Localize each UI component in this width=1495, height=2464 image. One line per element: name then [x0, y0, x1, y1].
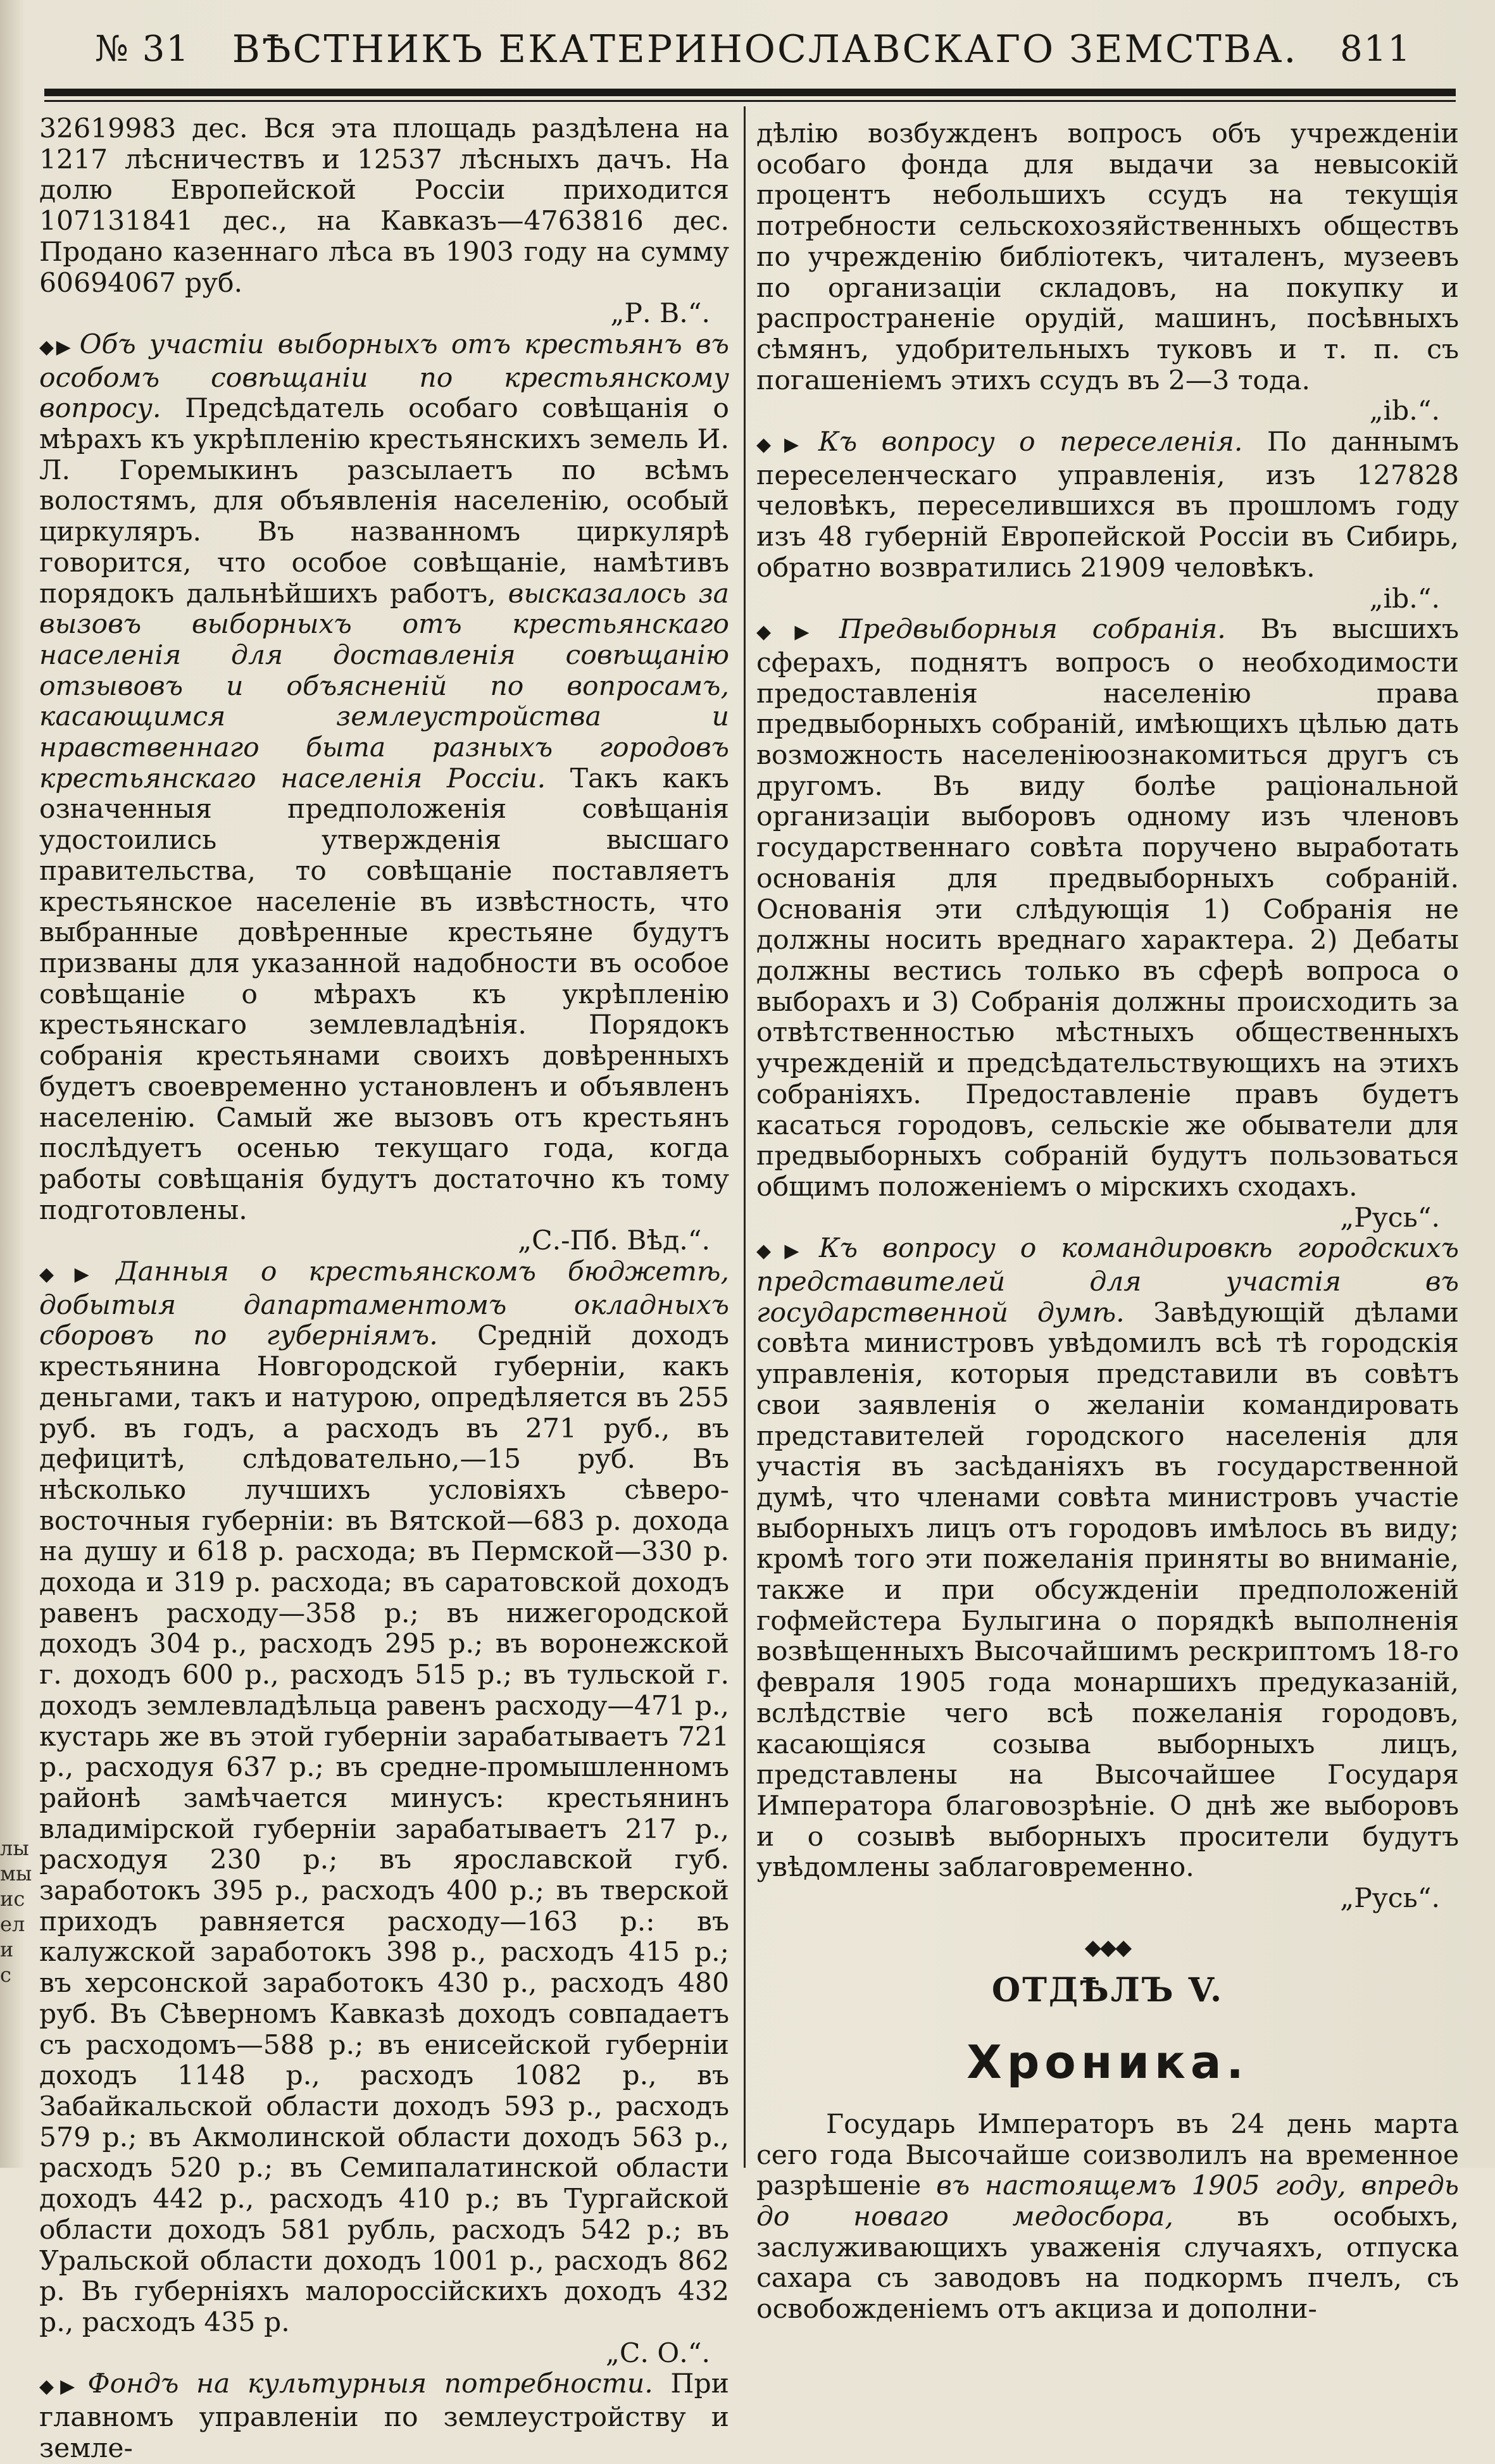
article-body: Завѣдующій дѣлами совѣта министровъ увѣдомилъ всѣ тѣ городскія управленія, которыя представили въ совѣтъ свои заявленія о желаніи командировать представителей городского населенія для участія въ засѣданіяхъ въ государственной думѣ, что членами совѣта министровъ участіе выборныхъ лицъ отъ городовъ имѣлось въ виду; кромѣ того эти пожеланія приняты во вниманіе, также и при обсужденіи предположеній гофмейстера Булыгина о порядкѣ выполненія возвѣщенныхъ Высочайшимъ рескриптомъ 18-го февраля 1905 года монаршихъ предуказаній, вслѣдствіе чего всѣ пожеланія городовъ, касающіяся созыва выборныхъ лицъ, представлены на Высочайшее Государя Императора благовозрѣніе. О днѣ же выборовъ и о созывѣ выборныхъ просители будутъ увѣдомлены заблаговременно. [756, 1297, 1459, 1884]
article-peasant-budget [39, 1257, 729, 2339]
culture-fund-continued: дѣлію возбужденъ вопросъ объ учрежденіи особаго фонда для выдачи за невысокій процентъ небольшихъ ссудъ на текущія потребности сельскохозяйственныхъ обществъ по учрежденію библіотекъ, читаленъ, музеевъ по организаціи складовъ, на покупку и распространеніе орудій, машинъ, посѣвныхъ сѣмянъ, удобрительныхъ туковъ и т. п. съ погашеніемъ этихъ ссудъ въ 2—3 тода. [756, 118, 1459, 396]
bullet-ornament-icon: ◆▶ [39, 2375, 82, 2398]
article-italic: высказалось за вызовъ выборныхъ отъ крестьянскаго населенія для доставленія совѣщанію отзывовъ и объясненій по вопросамъ, касающимся землеустройства и нравственнаго быта разныхъ городовъ крестьянскаго населенія Россіи. [39, 578, 730, 794]
left-edge-fragment: лы мы ис ел и с [0, 1836, 32, 1987]
forest-article-end: 32619983 дес. Вся эта площадь раздѣлена на 1217 лѣсничествъ и 12537 лѣсныхъ дачъ. На долю Европейской Россіи приходится 107131841 дес., на Кавказъ—4763816 дес. Продано казеннаго лѣса въ 1903 году на сумму 60694067 руб. [39, 113, 729, 299]
article-title: Данныя о крестьянскомъ бюджетѣ, добытыя дапартаментомъ окладныхъ сборовъ по губерніямъ. [39, 1256, 729, 1352]
left-column [39, 114, 729, 2464]
article-body: Предсѣдатель особаго совѣщанія о мѣрахъ къ укрѣпленію крестьянскихъ земель И. Л. Горемыкинъ разсылаетъ по всѣмъ волостямъ, для объявленія населенію, особый циркуляръ. Въ названномъ циркулярѣ говорится, что особое совѣщаніе, намѣтивъ порядокъ дальнѣйшихъ работъ, [39, 393, 729, 610]
article-pre-election [756, 615, 1459, 1203]
article-title: Къ вопросу о переселенія. [818, 427, 1243, 458]
chronicle-section [756, 2110, 1459, 2325]
section-ornament-icon: ◆◆◆ [1084, 1934, 1131, 1960]
column-divider [744, 106, 746, 2168]
section-heading: ОТДѢЛЪ V. [991, 1971, 1224, 2010]
article-peasant-meeting [39, 330, 729, 1226]
article-title: Фондъ на культурныя потребности. [87, 2368, 653, 2400]
source-rv: „Р. В.“. [610, 298, 710, 330]
issue-number: № 31 [95, 28, 191, 70]
bullet-ornament-icon: ◆▶ [756, 1240, 813, 1263]
page-header [95, 19, 1411, 79]
chronicle-heading: Хроника. [966, 2036, 1249, 2089]
article-title: Къ вопросу о командировкѣ городскихъ представителей для участія въ государственной думѣ. [756, 1233, 1459, 1329]
article-culture-fund [39, 2369, 729, 2464]
article-title: Предвыборныя собранія. [839, 614, 1226, 646]
bullet-ornament-icon: ◆▶ [756, 434, 813, 456]
article-body: Средній доходъ крестьянина Новгородской губерніи, какъ деньгами, такъ и натурою, опредѣляется въ 255 руб. въ годъ, а расходъ въ 271 руб., въ дефицитѣ, слѣдовательно,—15 руб. Въ нѣсколько лучшихъ условіяхъ сѣверо-восточныя губерніи: въ Вятской—683 р. дохода на душу и 618 р. расхода; въ Пермской—330 р. дохода и 319 р. расхода; въ саратовской доходъ равенъ расходу—358 р.; въ нижегородской доходъ 304 р., расходъ 295 р.; въ воронежской г. доходъ 600 р., расходъ 515 р.; въ тульской г. доходъ землевладѣльца равенъ расходу—471 р., кустарь же въ этой губерніи зарабатываетъ 721 р., расходуя 637 р.; въ средне-промышленномъ районѣ замѣчается минусъ: крестьянинъ владимірской губерніи зарабатываетъ 217 р., расходуя 230 р.; въ ярославской губ. заработокъ 395 р., расходъ 400 р.; въ тверской приходъ равняется расходу—163 р.: въ калужской заработокъ 398 р., расходъ 415 р.; въ херсонской заработокъ 430 р., расходъ 480 руб. Въ Сѣверномъ Кавказѣ доходъ совпадаетъ съ расходомъ—588 р.; въ енисейской губерніи доходъ 1148 р., расходъ 1082 р., въ Забайкальской области доходъ 593 р., расходъ 579 р.; въ Акмолинской области доходъ 563 р., расходъ 520 р.; въ Семипалатинской области доходъ 442 р., расходъ 410 р.; въ Тургайской области доходъ 581 рубль, расходъ 542 р.; въ Уральской области доходъ 1001 р., расходъ 862 р. Въ губерніяхъ малороссійскихъ доходъ 432 р., расходъ 435 р. [39, 1320, 729, 2338]
right-column [756, 119, 1459, 2325]
article-body: По даннымъ переселенческаго управленія, изъ 127828 человѣкъ, переселившихся въ прошломъ году изъ 48 губерній Европейской Россіи въ Сибирь, обратно возвратились 21909 человѣкъ. [756, 427, 1460, 584]
article-body: Такъ какъ означенныя предположенія совѣщанія удостоились утвержденія высшаго правительства, то совѣщаніе поставляетъ крестьянское населеніе въ извѣстность, что выбранные довѣренные крестьяне будутъ призваны для указанной надобности въ особое совѣщаніе о мѣрахъ къ укрѣпленію крестьянскаго землевладѣнія. Порядокъ собранія крестьянами своихъ довѣренныхъ будетъ своевременно установленъ и объявленъ населенію. Самый же вызовъ отъ крестьянъ послѣдуетъ осенью текущаго года, когда работы совѣщанія будутъ достаточно къ тому подготовлены. [39, 763, 729, 1226]
bullet-ornament-icon: ◆▶ [39, 1263, 110, 1286]
article-title: Объ участіи выборныхъ отъ крестьянъ въ особомъ совѣщаніи по крестьянскому вопросу. [39, 328, 729, 425]
header-rule-thick [44, 89, 1456, 96]
source-ib: „ib.“. [1369, 583, 1440, 615]
masthead-title: ВѢСТНИКЪ ЕКАТЕРИНОСЛАВСКАГО ЗЕМСТВА. [232, 27, 1298, 72]
page-number: 811 [1340, 28, 1411, 70]
source-so: „С. О.“. [605, 2337, 710, 2369]
chronicle-text: въ особыхъ, заслуживающихъ уваженія случаяхъ, отпуска сахара съ заводовъ на подкормъ пчелъ, съ освобожденіемъ отъ акциза и дополни- [756, 2201, 1460, 2325]
source-spb: „С.-Пб. Вѣд.“. [518, 1225, 710, 1257]
source-rus: „Русь“. [1340, 1883, 1440, 1915]
chronicle-paragraph [756, 2110, 1459, 2325]
bullet-ornament-icon: ◆▶ [756, 621, 833, 644]
source-rus: „Русь“. [1340, 1202, 1440, 1234]
article-body: При главномъ управленіи по землеустройству и земле- [39, 2368, 729, 2464]
bullet-ornament-icon: ◆▶ [39, 335, 73, 358]
article-body: Въ высшихъ сферахъ, поднятъ вопросъ о необходимости предоставленія населенію права предвыборныхъ собраній, имѣющихъ цѣлью дать возможность населеніюознакомиться другъ съ другомъ. Въ виду болѣе раціональной организаціи выборовъ одному изъ членовъ государственнаго совѣта поручено выработать основанія для предвыборныхъ собраній. Основанія эти слѣдующія 1) Собранія не должны носить вреднаго характера. 2) Дебаты должны вестись только въ сферѣ вопроса о выборахъ и 3) Собранія должны происходить за отвѣтственностью мѣстныхъ общественныхъ учрежденій и предсѣдательствующихъ на этихъ собраніяхъ. Предоставленіе правъ будетъ касаться городовъ, сельскіе же обыватели для предвыборныхъ собраній будутъ пользоваться общимъ положеніемъ о мірскихъ сходахъ. [756, 614, 1459, 1203]
header-rule-thin [44, 100, 1456, 102]
article-resettlement [756, 427, 1459, 584]
article-duma-delegates [756, 1234, 1459, 1884]
chronicle-text: Государь Императоръ въ 24 день марта сего года Высочайше соизволилъ на временное разрѣшеніе [756, 2108, 1459, 2202]
chronicle-italic: въ настоящемъ 1905 году, впредь до новаго медосбора, [756, 2170, 1459, 2232]
source-ib: „ib.“. [1369, 396, 1440, 427]
